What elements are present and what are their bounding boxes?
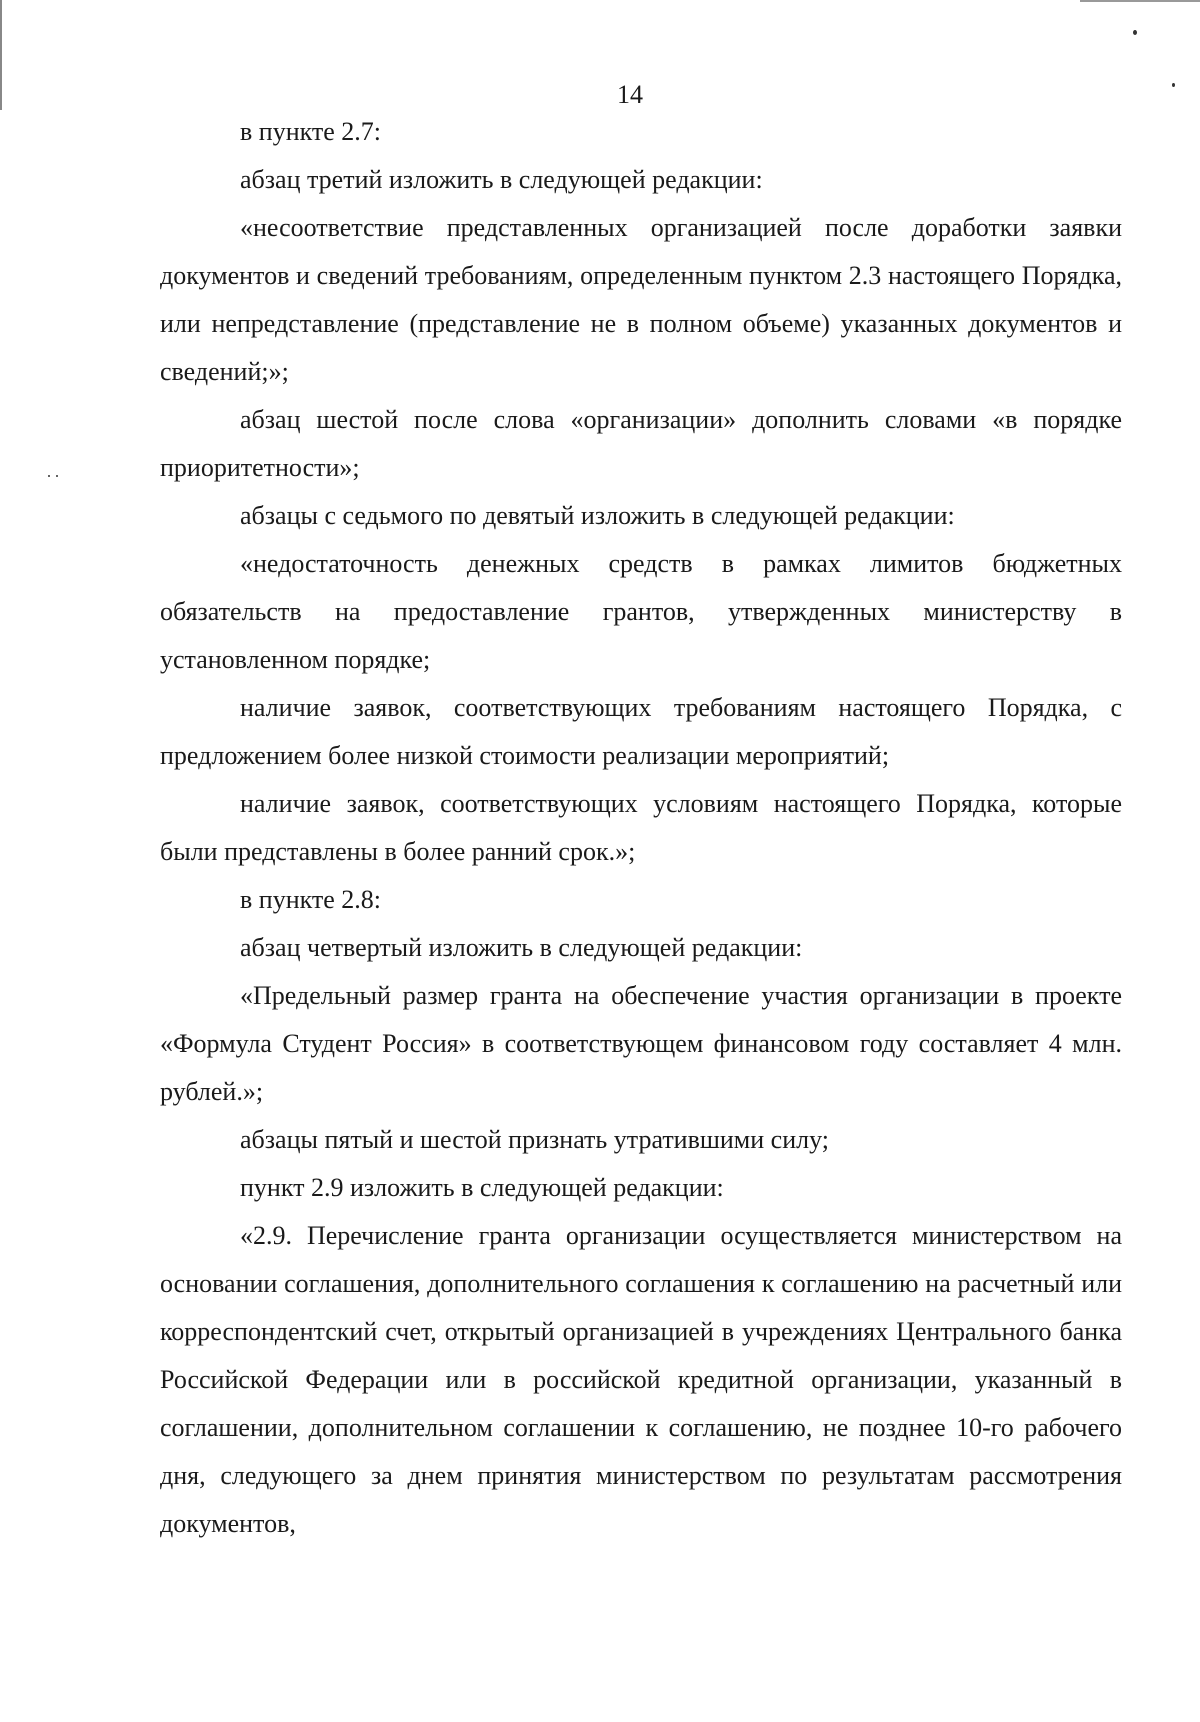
document-body [160, 108, 1122, 1548]
scan-speck [56, 475, 58, 477]
paragraph: «несоответствие представленных организацией после доработки заявки документов и сведений требованиям, определенным пунктом 2.3 настоящего Порядка, или непредставление (представление не в полном объеме) указанных документов и сведений;»; [160, 213, 1122, 386]
paragraph: абзац четвертый изложить в следующей редакции: [240, 933, 803, 962]
paragraph: абзацы пятый и шестой признать утратившими силу; [240, 1125, 829, 1154]
scan-edge-left [0, 0, 2, 110]
paragraph: в пункте 2.8: [240, 885, 382, 914]
paragraph: абзац третий изложить в следующей редакции: [240, 165, 763, 194]
page-number: 14 [617, 80, 643, 109]
paragraph: абзацы с седьмого по девятый изложить в следующей редакции: [240, 501, 955, 530]
paragraph: наличие заявок, соответствующих требованиям настоящего Порядка, с предложением более низкой стоимости реализации мероприятий; [160, 693, 1122, 770]
paragraph: «Предельный размер гранта на обеспечение участия организации в проекте «Формула Студент Россия» в соответствующем финансовом году составляет 4 млн. рублей.»; [160, 981, 1122, 1106]
paragraph: в пункте 2.7: [240, 117, 382, 146]
paragraph: «недостаточность денежных средств в рамках лимитов бюджетных обязательств на предоставление грантов, утвержденных министерству в установленном порядке; [160, 549, 1122, 674]
scan-edge-top [1080, 0, 1200, 2]
scan-speck [1172, 83, 1175, 87]
paragraph: наличие заявок, соответствующих условиям настоящего Порядка, которые были представлены в более ранний срок.»; [160, 789, 1122, 866]
paragraph: абзац шестой после слова «организации» дополнить словами «в порядке приоритетности»; [160, 405, 1122, 482]
paragraph: «2.9. Перечисление гранта организации осуществляется министерством на основании соглашения, дополнительного соглашения к соглашению на расчетный или корреспондентский счет, открытый организацией в учреждениях Центрального банка Российской Федерации или в российской кредитной организации, указанный в соглашении, дополнительном соглашении к соглашению, не позднее 10-го рабочего дня, следующего за днем принятия министерством по результатам рассмотрения документов, [160, 1221, 1122, 1538]
paragraph: пункт 2.9 изложить в следующей редакции: [240, 1173, 724, 1202]
scan-speck [1133, 30, 1137, 35]
scan-speck [48, 475, 50, 477]
